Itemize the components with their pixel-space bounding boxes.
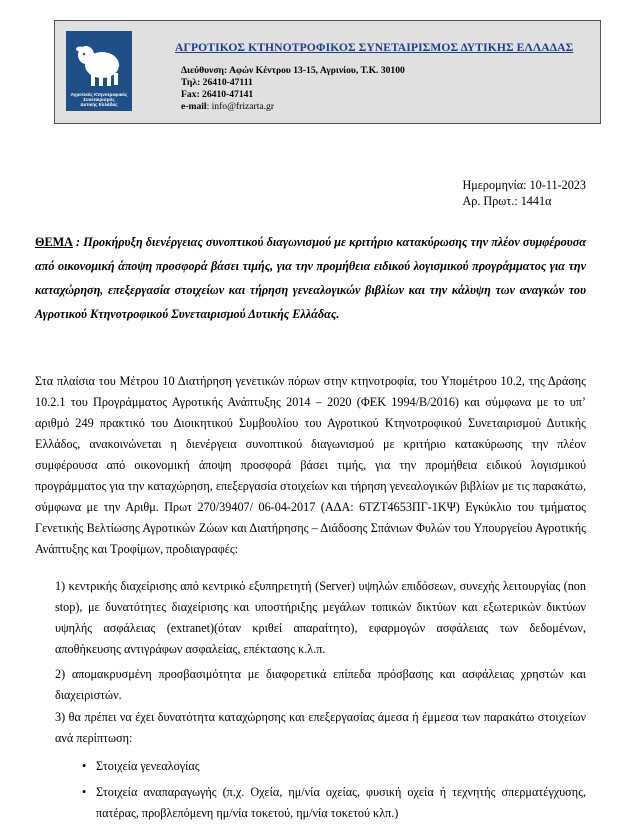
organization-name: ΑΓΡΟΤΙΚΟΣ ΚΤΗΝΟΤΡΟΦΙΚΟΣ ΣΥΝΕΤΑΙΡΙΣΜΟΣ ΔΥΤΙΚΗΣ ΕΛΛΑΔΑΣ (175, 41, 574, 54)
list-item: 3) θα πρέπει να έχει δυνατότητα καταχώρησης και επεξεργασίας άμεσα ή έμμεσα των παρακάτω στοιχείων ανά περίπτωση: (55, 710, 586, 745)
protocol-number: Αρ. Πρωτ.: 1441α (462, 194, 552, 208)
email-line: e-mail: info@frizarta.gr (181, 101, 275, 112)
subject-label: ΘΕΜΑ (35, 235, 73, 249)
fax-line: Fax: 26410-47141 (181, 89, 254, 100)
bullet-icon: • (82, 759, 87, 773)
bullet-icon: • (82, 785, 87, 799)
address-line: Διεύθυνση: Αφών Κέντρου 13-15, Αγρινίου, Τ.Κ. 30100 (181, 65, 405, 76)
subject: ΘΕΜΑ : Προκήρυξη διενέργειας συνοπτικού διαγωνισμού με κριτήριο κατακύρωσης την πλέον συμφέρουσα από οικονομική άποψη προσφορά βάσει τιμής, για την προμήθεια ειδικού λογισμικού προγράμματος για την καταχώρηση, επεξεργασία στοιχείων και τήρηση γενεαλογικών βιβλίων και την κάλυψη των αναγκών του Αγροτικού Κτηνοτροφικού Συνεταιρισμού Δυτικής Ελλάδας. (35, 235, 587, 321)
subject-text: Προκήρυξη διενέργειας συνοπτικού διαγωνισμού με κριτήριο κατακύρωσης την πλέον συμφέρουσα από οικονομική άποψη προσφορά βάσει τιμής, για την προμήθεια ειδικού λογισμικού προγράμματος για την καταχώρηση, επεξεργασία στοιχείων και τήρηση γενεαλογικών βιβλίων και την κάλυψη των αναγκών του Αγροτικού Κτηνοτροφικού Συνεταιρισμού Δυτικής Ελλάδας. (35, 235, 587, 321)
date-block (462, 177, 586, 209)
list-item: 2) απομακρυσμένη προσβασιμότητα με διαφορετικά επίπεδα πρόσβασης και ασφάλειας χρηστών και διαχειριστών. (55, 667, 586, 702)
bullet-item: • Στοιχεία αναπαραγωγής (π.χ. Οχεία, ημ/νία οχείας, φυσική οχεία ή τεχνητής σπερματέγχυσης, πατέρας, προβλεπόμενη ημ/νία τοκετού, ημ/νία τοκετού κλπ.) (82, 782, 586, 824)
logo-text: Αγροτικός Κτηνοτροφικός Συνεταιρισμός Δυτικής Ελλάδας (70, 92, 128, 107)
phone-line: Τηλ: 26410-47111 (181, 77, 253, 88)
body-paragraph: Στα πλαίσια του Μέτρου 10 Διατήρηση γενετικών πόρων στην κτηνοτροφία, του Υπομέτρου 10.2, της Δράσης 10.2.1 του Προγράμματος Αγροτικής Ανάπτυξης 2014 – 2020 (ΦΕΚ 1994/Β/2016) και σύμφωνα με το υπ’ αριθμό 249 πρακτικό του Διοικητικού Συμβουλίου του Αγροτικού Κτηνοτροφικού Συνεταιρισμού Δυτικής Ελλάδος, ανακοινώνεται η διενέργεια συνοπτικού διαγωνισμού με κριτήριο κατακύρωσης την πλέον συμφέρουσα από οικονομική άποψη προσφορά βάσει τιμής, για την προμήθεια ειδικού λογισμικού προγράμματος για την καταχώρηση, επεξεργασία στοιχείων και τήρηση γενεαλογικών βιβλίων με τις παρακάτω, σύμφωνα με την Αριθμ. Πρωτ 270/39407/ 06-04-2017 (ΑΔΑ: 6ΤΖΤ4653ΠΓ-1ΚΨ) Εγκύκλιο του τμήματος Γενετικής Βελτίωσης Αγροτικών Ζώων και Διατήρησης – Διάδοσης Σπάνιων Φυλών του Υπουργείου Αγροτικής Ανάπτυξης και Τροφίμων, προδιαγραφές: (35, 374, 586, 556)
list-item: 1) κεντρικής διαχείρισης από κεντρικό εξυπηρετητή (Server) υψηλών επιδόσεων, συνεχής λειτουργίας (non stop), με δυνατότητες διαχείρισης και υποστήριξης μεγάλων τοπικών δικτύων και εξωτερικών δικτύων υψηλής ασφάλειας (extranet)(όταν κριθεί απαραίτητο), εφαρμογών ασφάλειας των δεδομένων, αποθήκευσης αντιγράφων ασφαλείας, επέκτασης κ.λ.π. (55, 579, 586, 656)
letterhead (54, 20, 601, 124)
bullet-item: • Στοιχεία γενεαλογίας (82, 756, 586, 777)
document-date: Ημερομηνία: 10-11-2023 (462, 178, 586, 192)
cooperative-logo (66, 31, 132, 111)
